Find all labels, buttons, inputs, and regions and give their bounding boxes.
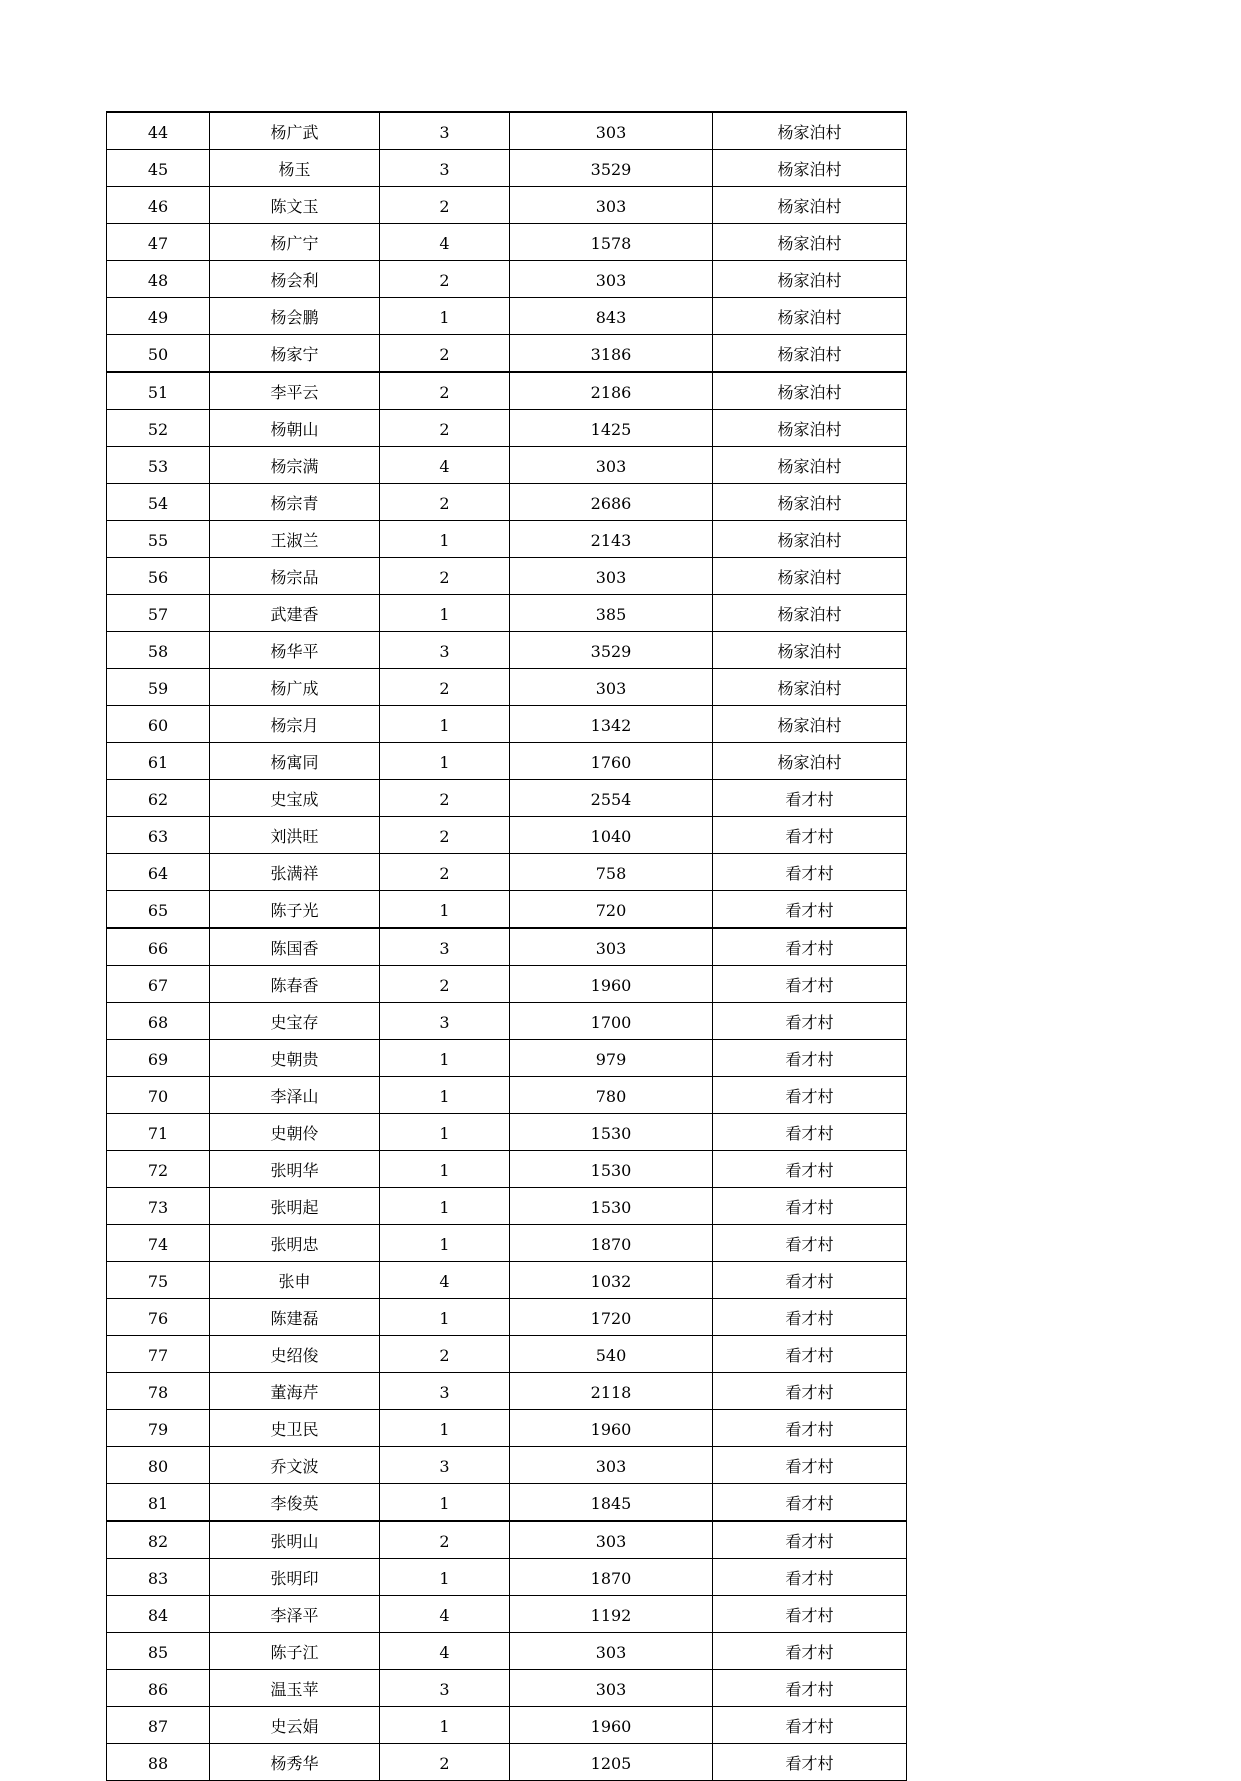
table-row: [107, 1188, 907, 1225]
table-row: [107, 854, 907, 891]
name-cell: 陈子江: [210, 1633, 380, 1670]
name-cell: 杨朝山: [210, 410, 380, 447]
row-number-cell: 87: [107, 1707, 210, 1744]
village-cell: 看才村: [713, 1151, 907, 1188]
name-cell: 杨宗月: [210, 706, 380, 743]
amount-cell: 303: [510, 928, 713, 966]
count-cell: 2: [380, 1336, 510, 1373]
table-row: [107, 669, 907, 706]
count-cell: 1: [380, 706, 510, 743]
table-row: [107, 335, 907, 373]
village-cell: 杨家泊村: [713, 187, 907, 224]
table-row: [107, 1336, 907, 1373]
table-row: [107, 1373, 907, 1410]
name-cell: 张明忠: [210, 1225, 380, 1262]
amount-cell: 979: [510, 1040, 713, 1077]
village-cell: 看才村: [713, 1521, 907, 1559]
name-cell: 杨宗品: [210, 558, 380, 595]
table-row: [107, 1670, 907, 1707]
name-cell: 陈建磊: [210, 1299, 380, 1336]
village-cell: 看才村: [713, 1707, 907, 1744]
name-cell: 杨华平: [210, 632, 380, 669]
table-row: [107, 817, 907, 854]
row-number-cell: 58: [107, 632, 210, 669]
row-number-cell: 55: [107, 521, 210, 558]
village-cell: 杨家泊村: [713, 558, 907, 595]
table-row: [107, 632, 907, 669]
amount-cell: 1578: [510, 224, 713, 261]
name-cell: 董海芹: [210, 1373, 380, 1410]
village-cell: 杨家泊村: [713, 447, 907, 484]
village-cell: 杨家泊村: [713, 372, 907, 410]
amount-cell: 1870: [510, 1559, 713, 1596]
amount-cell: 2186: [510, 372, 713, 410]
amount-cell: 303: [510, 112, 713, 150]
count-cell: 2: [380, 669, 510, 706]
amount-cell: 758: [510, 854, 713, 891]
count-cell: 1: [380, 1559, 510, 1596]
row-number-cell: 83: [107, 1559, 210, 1596]
name-cell: 杨秀华: [210, 1744, 380, 1781]
row-number-cell: 49: [107, 298, 210, 335]
table-row: [107, 1633, 907, 1670]
count-cell: 1: [380, 1484, 510, 1522]
row-number-cell: 50: [107, 335, 210, 373]
count-cell: 2: [380, 558, 510, 595]
amount-cell: 1960: [510, 1707, 713, 1744]
amount-cell: 1720: [510, 1299, 713, 1336]
table-row: [107, 595, 907, 632]
amount-cell: 303: [510, 1670, 713, 1707]
village-cell: 看才村: [713, 1262, 907, 1299]
village-cell: 看才村: [713, 1225, 907, 1262]
village-cell: 看才村: [713, 928, 907, 966]
row-number-cell: 54: [107, 484, 210, 521]
name-cell: 史绍俊: [210, 1336, 380, 1373]
village-cell: 看才村: [713, 817, 907, 854]
count-cell: 4: [380, 447, 510, 484]
count-cell: 2: [380, 187, 510, 224]
amount-cell: 1530: [510, 1188, 713, 1225]
name-cell: 刘洪旺: [210, 817, 380, 854]
count-cell: 1: [380, 1151, 510, 1188]
name-cell: 杨会鹏: [210, 298, 380, 335]
count-cell: 3: [380, 632, 510, 669]
table-row: [107, 1521, 907, 1559]
village-cell: 看才村: [713, 780, 907, 817]
amount-cell: 303: [510, 1447, 713, 1484]
row-number-cell: 51: [107, 372, 210, 410]
count-cell: 1: [380, 298, 510, 335]
village-cell: 看才村: [713, 1596, 907, 1633]
name-cell: 史卫民: [210, 1410, 380, 1447]
amount-cell: 3529: [510, 150, 713, 187]
row-number-cell: 48: [107, 261, 210, 298]
count-cell: 1: [380, 521, 510, 558]
village-cell: 看才村: [713, 1744, 907, 1781]
name-cell: 史朝贵: [210, 1040, 380, 1077]
village-cell: 杨家泊村: [713, 706, 907, 743]
village-cell: 看才村: [713, 1336, 907, 1373]
name-cell: 史宝存: [210, 1003, 380, 1040]
row-number-cell: 63: [107, 817, 210, 854]
amount-cell: 2143: [510, 521, 713, 558]
name-cell: 陈国香: [210, 928, 380, 966]
count-cell: 3: [380, 1447, 510, 1484]
amount-cell: 1205: [510, 1744, 713, 1781]
row-number-cell: 79: [107, 1410, 210, 1447]
village-cell: 看才村: [713, 1373, 907, 1410]
village-cell: 看才村: [713, 1040, 907, 1077]
name-cell: 杨寓同: [210, 743, 380, 780]
row-number-cell: 67: [107, 966, 210, 1003]
amount-cell: 385: [510, 595, 713, 632]
village-cell: 杨家泊村: [713, 335, 907, 373]
row-number-cell: 60: [107, 706, 210, 743]
village-cell: 杨家泊村: [713, 410, 907, 447]
village-cell: 杨家泊村: [713, 743, 907, 780]
table-row: [107, 1114, 907, 1151]
row-number-cell: 62: [107, 780, 210, 817]
count-cell: 1: [380, 1225, 510, 1262]
amount-cell: 1530: [510, 1114, 713, 1151]
name-cell: 李泽山: [210, 1077, 380, 1114]
count-cell: 2: [380, 261, 510, 298]
count-cell: 3: [380, 928, 510, 966]
name-cell: 张明印: [210, 1559, 380, 1596]
count-cell: 4: [380, 224, 510, 261]
amount-cell: 1870: [510, 1225, 713, 1262]
village-cell: 看才村: [713, 1670, 907, 1707]
name-cell: 杨会利: [210, 261, 380, 298]
name-cell: 张申: [210, 1262, 380, 1299]
table-row: [107, 1596, 907, 1633]
table-row: [107, 521, 907, 558]
row-number-cell: 71: [107, 1114, 210, 1151]
amount-cell: 303: [510, 447, 713, 484]
table-row: [107, 1040, 907, 1077]
count-cell: 1: [380, 1188, 510, 1225]
row-number-cell: 61: [107, 743, 210, 780]
data-table: [106, 111, 907, 1781]
table-row: [107, 1225, 907, 1262]
count-cell: 2: [380, 372, 510, 410]
name-cell: 乔文波: [210, 1447, 380, 1484]
amount-cell: 3529: [510, 632, 713, 669]
row-number-cell: 44: [107, 112, 210, 150]
count-cell: 3: [380, 112, 510, 150]
name-cell: 史宝成: [210, 780, 380, 817]
amount-cell: 720: [510, 891, 713, 929]
name-cell: 张明华: [210, 1151, 380, 1188]
village-cell: 看才村: [713, 1003, 907, 1040]
row-number-cell: 81: [107, 1484, 210, 1522]
name-cell: 陈文玉: [210, 187, 380, 224]
row-number-cell: 70: [107, 1077, 210, 1114]
table-row: [107, 261, 907, 298]
row-number-cell: 77: [107, 1336, 210, 1373]
table-row: [107, 1559, 907, 1596]
amount-cell: 1192: [510, 1596, 713, 1633]
amount-cell: 1960: [510, 1410, 713, 1447]
count-cell: 1: [380, 1707, 510, 1744]
table-row: [107, 1484, 907, 1522]
village-cell: 看才村: [713, 1114, 907, 1151]
village-cell: 杨家泊村: [713, 484, 907, 521]
table-row: [107, 1410, 907, 1447]
amount-cell: 780: [510, 1077, 713, 1114]
count-cell: 2: [380, 1521, 510, 1559]
table-row: [107, 1077, 907, 1114]
count-cell: 3: [380, 150, 510, 187]
row-number-cell: 68: [107, 1003, 210, 1040]
amount-cell: 2686: [510, 484, 713, 521]
row-number-cell: 86: [107, 1670, 210, 1707]
name-cell: 史朝伶: [210, 1114, 380, 1151]
amount-cell: 1342: [510, 706, 713, 743]
row-number-cell: 64: [107, 854, 210, 891]
table-row: [107, 891, 907, 929]
village-cell: 看才村: [713, 1559, 907, 1596]
village-cell: 看才村: [713, 1484, 907, 1522]
row-number-cell: 53: [107, 447, 210, 484]
count-cell: 2: [380, 817, 510, 854]
table-row: [107, 447, 907, 484]
amount-cell: 1032: [510, 1262, 713, 1299]
row-number-cell: 46: [107, 187, 210, 224]
row-number-cell: 72: [107, 1151, 210, 1188]
table-row: [107, 150, 907, 187]
amount-cell: 540: [510, 1336, 713, 1373]
count-cell: 4: [380, 1262, 510, 1299]
name-cell: 王淑兰: [210, 521, 380, 558]
amount-cell: 303: [510, 1521, 713, 1559]
row-number-cell: 52: [107, 410, 210, 447]
name-cell: 杨家宁: [210, 335, 380, 373]
row-number-cell: 59: [107, 669, 210, 706]
table-body: [107, 112, 907, 1781]
name-cell: 李平云: [210, 372, 380, 410]
count-cell: 2: [380, 484, 510, 521]
row-number-cell: 82: [107, 1521, 210, 1559]
table-row: [107, 928, 907, 966]
row-number-cell: 45: [107, 150, 210, 187]
name-cell: 张明起: [210, 1188, 380, 1225]
name-cell: 陈子光: [210, 891, 380, 929]
village-cell: 杨家泊村: [713, 669, 907, 706]
name-cell: 杨宗满: [210, 447, 380, 484]
name-cell: 张明山: [210, 1521, 380, 1559]
village-cell: 杨家泊村: [713, 632, 907, 669]
name-cell: 温玉苹: [210, 1670, 380, 1707]
row-number-cell: 76: [107, 1299, 210, 1336]
amount-cell: 2118: [510, 1373, 713, 1410]
amount-cell: 843: [510, 298, 713, 335]
count-cell: 1: [380, 743, 510, 780]
count-cell: 3: [380, 1003, 510, 1040]
count-cell: 4: [380, 1596, 510, 1633]
village-cell: 看才村: [713, 1447, 907, 1484]
table-row: [107, 112, 907, 150]
row-number-cell: 69: [107, 1040, 210, 1077]
count-cell: 3: [380, 1373, 510, 1410]
amount-cell: 303: [510, 261, 713, 298]
row-number-cell: 47: [107, 224, 210, 261]
table-row: [107, 1003, 907, 1040]
row-number-cell: 56: [107, 558, 210, 595]
name-cell: 杨广武: [210, 112, 380, 150]
amount-cell: 3186: [510, 335, 713, 373]
village-cell: 杨家泊村: [713, 150, 907, 187]
table-row: [107, 224, 907, 261]
village-cell: 杨家泊村: [713, 298, 907, 335]
count-cell: 2: [380, 966, 510, 1003]
name-cell: 陈春香: [210, 966, 380, 1003]
amount-cell: 303: [510, 1633, 713, 1670]
amount-cell: 1760: [510, 743, 713, 780]
name-cell: 张满祥: [210, 854, 380, 891]
name-cell: 李泽平: [210, 1596, 380, 1633]
row-number-cell: 84: [107, 1596, 210, 1633]
row-number-cell: 73: [107, 1188, 210, 1225]
name-cell: 杨宗青: [210, 484, 380, 521]
table-row: [107, 187, 907, 224]
table-row: [107, 298, 907, 335]
row-number-cell: 75: [107, 1262, 210, 1299]
count-cell: 2: [380, 780, 510, 817]
table-row: [107, 966, 907, 1003]
village-cell: 杨家泊村: [713, 595, 907, 632]
village-cell: 看才村: [713, 1077, 907, 1114]
amount-cell: 1425: [510, 410, 713, 447]
amount-cell: 303: [510, 558, 713, 595]
row-number-cell: 65: [107, 891, 210, 929]
count-cell: 1: [380, 891, 510, 929]
table-row: [107, 1744, 907, 1781]
table-row: [107, 558, 907, 595]
amount-cell: 1700: [510, 1003, 713, 1040]
count-cell: 4: [380, 1633, 510, 1670]
row-number-cell: 85: [107, 1633, 210, 1670]
name-cell: 武建香: [210, 595, 380, 632]
row-number-cell: 78: [107, 1373, 210, 1410]
count-cell: 2: [380, 335, 510, 373]
count-cell: 3: [380, 1670, 510, 1707]
count-cell: 2: [380, 1744, 510, 1781]
row-number-cell: 88: [107, 1744, 210, 1781]
table-row: [107, 1262, 907, 1299]
row-number-cell: 57: [107, 595, 210, 632]
amount-cell: 1960: [510, 966, 713, 1003]
village-cell: 看才村: [713, 1188, 907, 1225]
amount-cell: 1845: [510, 1484, 713, 1522]
amount-cell: 1040: [510, 817, 713, 854]
name-cell: 杨玉: [210, 150, 380, 187]
amount-cell: 303: [510, 187, 713, 224]
name-cell: 李俊英: [210, 1484, 380, 1522]
village-cell: 看才村: [713, 1410, 907, 1447]
village-cell: 看才村: [713, 854, 907, 891]
count-cell: 1: [380, 595, 510, 632]
amount-cell: 2554: [510, 780, 713, 817]
name-cell: 史云娟: [210, 1707, 380, 1744]
count-cell: 1: [380, 1077, 510, 1114]
name-cell: 杨广宁: [210, 224, 380, 261]
table-row: [107, 1447, 907, 1484]
table-row: [107, 1151, 907, 1188]
village-cell: 杨家泊村: [713, 261, 907, 298]
table-row: [107, 1707, 907, 1744]
count-cell: 2: [380, 410, 510, 447]
count-cell: 2: [380, 854, 510, 891]
amount-cell: 303: [510, 669, 713, 706]
count-cell: 1: [380, 1410, 510, 1447]
table-row: [107, 484, 907, 521]
count-cell: 1: [380, 1299, 510, 1336]
village-cell: 杨家泊村: [713, 112, 907, 150]
table-row: [107, 410, 907, 447]
table-row: [107, 743, 907, 780]
village-cell: 看才村: [713, 891, 907, 929]
amount-cell: 1530: [510, 1151, 713, 1188]
row-number-cell: 80: [107, 1447, 210, 1484]
table-row: [107, 706, 907, 743]
village-cell: 看才村: [713, 1633, 907, 1670]
name-cell: 杨广成: [210, 669, 380, 706]
row-number-cell: 74: [107, 1225, 210, 1262]
count-cell: 1: [380, 1114, 510, 1151]
row-number-cell: 66: [107, 928, 210, 966]
village-cell: 看才村: [713, 966, 907, 1003]
village-cell: 杨家泊村: [713, 521, 907, 558]
table-row: [107, 1299, 907, 1336]
count-cell: 1: [380, 1040, 510, 1077]
village-cell: 杨家泊村: [713, 224, 907, 261]
village-cell: 看才村: [713, 1299, 907, 1336]
table-row: [107, 780, 907, 817]
table-row: [107, 372, 907, 410]
